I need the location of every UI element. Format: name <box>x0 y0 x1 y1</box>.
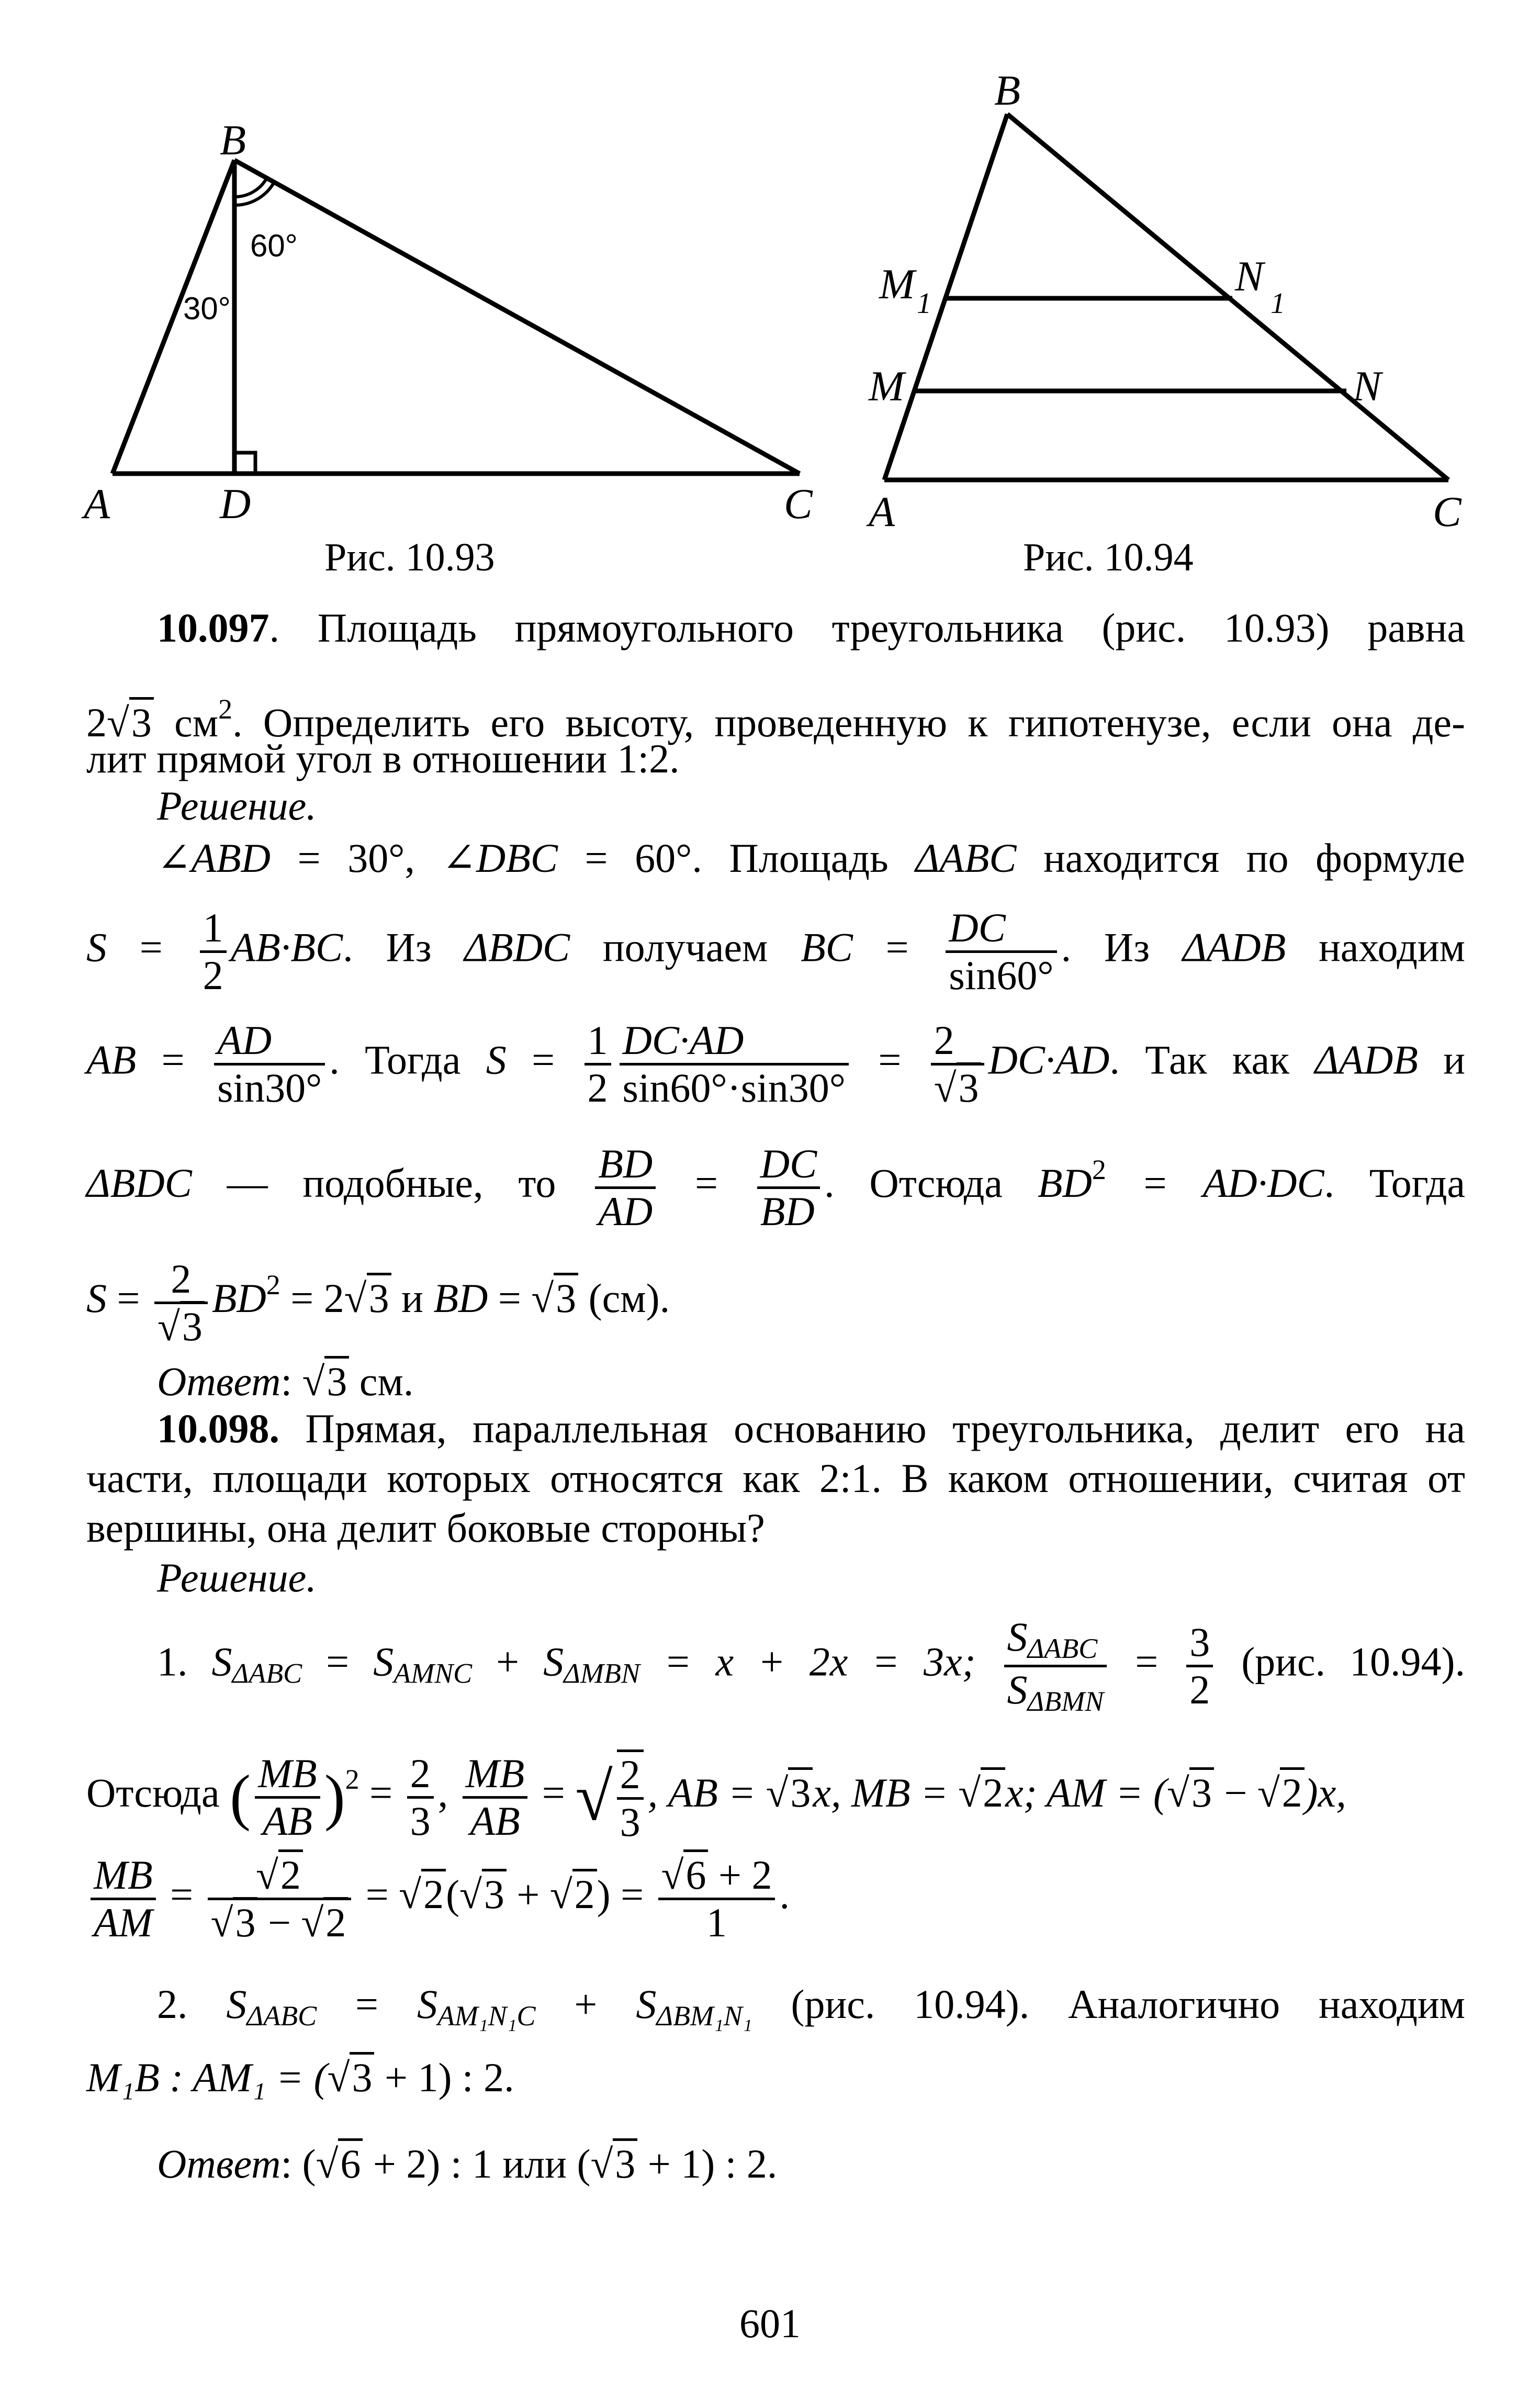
fig94-label-b: B <box>994 66 1021 114</box>
fig93-label-a: A <box>84 480 110 528</box>
p098-s2-frac2: $\frac{2}{3}$ <box>407 1751 434 1844</box>
p098-s1-f: = x + 2x = 3x; <box>639 1639 1000 1685</box>
p097-s4-frac2: $\frac{DC}{BD}$ <box>757 1141 820 1234</box>
p098-text-1: Прямая, параллельная основанию треугольника, делит его на <box>279 1406 1465 1451</box>
p098-answer-c: + 1) : 2. <box>637 2141 778 2186</box>
p098-s2-e: , AB = <box>647 1770 766 1815</box>
p098-s4-c-sub: AM₁N₁C <box>437 2000 536 2032</box>
p098-s5-a: M₁B : AM₁ = ( <box>86 2055 328 2100</box>
p097-s3-frac1: $\frac{AD}{\sin 30^\circ}$ <box>214 1018 325 1111</box>
p097-s3-h: DC·AD <box>988 1037 1110 1083</box>
p098-s2-i: )x, <box>1304 1770 1346 1815</box>
p098-s2-sup: 2 <box>345 1764 359 1795</box>
p098-s1-d: + <box>472 1639 544 1685</box>
figures-svg <box>0 0 1540 591</box>
p097-solution-line-1 <box>157 832 1465 884</box>
p097-s1-f: находится по формуле <box>1016 835 1466 881</box>
p098-solution-line-2: Отсюда ( $\frac{MB}{AB}$ )$^2$ = $\frac{2}{3}$ , $\frac{MB}{AB}$ = √ $\frac{2}{3}$ , AB = √3x, MB = √2x; AM = (√3 − √2)x, <box>86 1750 1346 1845</box>
p097-s1-c: ∠DBC <box>442 835 558 881</box>
p097-s4-frac1: $\frac{BD}{AD}$ <box>595 1141 656 1234</box>
p098-s2-sqrt4: √2 <box>1257 1751 1305 1835</box>
p097-s4-f: = AD·DC <box>1106 1160 1324 1206</box>
p098-s2-sqrt1: √3 <box>766 1751 813 1835</box>
p097-s2-j: ΔADB <box>1182 924 1286 970</box>
p098-s3-sqrt2: √3 <box>459 1855 507 1934</box>
p097-coef: 2 <box>86 700 107 745</box>
p097-s3-frac3: $\frac{DC\cdot AD}{\sin 60^\circ\cdot\sin 30^\circ}$ <box>620 1018 849 1111</box>
fig94-label-m: M <box>869 362 905 410</box>
p097-s5-frac: $\frac{2}{√3}$ <box>154 1257 208 1349</box>
p098-s2-sqrt2: √2 <box>958 1751 1005 1835</box>
p098-s3-f: . <box>779 1871 790 1917</box>
fig94-label-m1-sub: 1 <box>917 287 931 320</box>
p097-s3-g: = <box>852 1037 927 1083</box>
p097-s1-b: = 30°, <box>270 835 442 881</box>
p098-solution-line-1 <box>157 1614 1465 1718</box>
p098-s1-c: S <box>373 1639 394 1685</box>
p098-s1-frac2: $\frac{3}{2}$ <box>1186 1620 1213 1712</box>
p097-s1-d: = 60°. Площадь <box>557 835 916 881</box>
p097-sqrt: √3 <box>107 697 154 749</box>
p097-s3-j: ΔADB <box>1314 1037 1418 1083</box>
fig93-label-c: C <box>784 480 813 528</box>
p098-s4-d: + <box>535 1981 636 2027</box>
p097-s2-k: находим <box>1286 924 1465 970</box>
p097-s2-i: . Из <box>1061 924 1183 970</box>
p098-solution-label-text: Решение. <box>157 1555 317 1600</box>
p098-s2-a: Отсюда <box>86 1770 230 1815</box>
p098-s1-n: 1. <box>157 1639 212 1685</box>
p098-s2-frac1: $\frac{MB}{AB}$ <box>255 1751 320 1844</box>
p098-number: 10.098. <box>157 1406 279 1451</box>
p097-s4-e: BD <box>1037 1160 1092 1206</box>
p098-s2-f: x, MB = <box>813 1770 959 1815</box>
p097-s3-k: и <box>1418 1037 1465 1083</box>
p097-s2-d: . Из <box>343 924 465 970</box>
p097-s5-c: BD <box>211 1275 266 1321</box>
p097-s3-frac2: $\frac{1}{2}$ <box>584 1018 611 1111</box>
p098-s1-e: S <box>543 1639 564 1685</box>
p097-s2-frac2: $\frac{DC}{\sin 60^\circ}$ <box>946 905 1056 998</box>
p098-answer-sqrt1: √6 <box>316 2138 363 2190</box>
p097-unit-sup: 2 <box>218 693 233 725</box>
p098-s1-b: = <box>302 1639 374 1685</box>
fig94-label-n1-sub: 1 <box>1271 287 1285 320</box>
fig93-angle-arc-outer <box>234 182 274 205</box>
p097-s2-g: BC <box>801 924 853 970</box>
p097-s4-d: . Отсюда <box>824 1160 1038 1206</box>
page-number: 601 <box>739 2301 801 2346</box>
p098-s4-e-sub: ΔBM₁N₁ <box>656 2000 752 2032</box>
p097-s4-e-sup: 2 <box>1092 1154 1106 1185</box>
p097-s2-c: AB·BC <box>230 924 343 970</box>
p097-solution-line-4 <box>86 1133 1465 1234</box>
p098-s2-d: = <box>532 1770 576 1815</box>
p098-s3-frac2: $\frac{√2}{√3 - √2}$ <box>208 1853 352 1945</box>
p098-s2-c: , <box>437 1770 458 1815</box>
fig94-label-n1: N <box>1235 252 1264 300</box>
p097-answer-colon: : <box>280 1359 302 1404</box>
fig93-label-b: B <box>220 116 246 164</box>
p098-s4-a: S <box>226 1981 247 2027</box>
p097-unit: см <box>153 700 219 745</box>
p097-s5-d: = 2 <box>280 1275 344 1321</box>
p098-s4-a-sub: ΔABC <box>246 2000 317 2032</box>
p097-s4-b: — подобные, то <box>192 1160 591 1206</box>
p098-line-1 <box>157 1403 1465 1455</box>
p097-solution-line-2 <box>86 905 1465 998</box>
p098-s3-sqrt3: √2 <box>550 1855 597 1934</box>
p097-s3-b: = <box>136 1037 210 1083</box>
p098-s1-a: S <box>211 1639 232 1685</box>
p098-solution-label <box>157 1552 1465 1604</box>
figures-row <box>0 0 1540 591</box>
p097-s2-h: = <box>852 924 942 970</box>
p098-line-2: части, площади которых относятся как 2:1. В каком отношении, считая от <box>86 1455 1465 1501</box>
p098-s1-a-sub: ΔABC <box>232 1657 302 1689</box>
p097-s1-e: ΔABC <box>915 835 1017 881</box>
p097-s5-a: S <box>86 1275 107 1321</box>
fig94-label-m1: M <box>879 260 915 308</box>
p097-text-2: . Определить его высоту, проведенную к гипотенузе, если она де- <box>232 700 1465 745</box>
p098-s3-c: ( <box>446 1871 460 1917</box>
p097-s2-e: ΔBDC <box>464 924 570 970</box>
p097-answer-label: Ответ <box>157 1359 281 1404</box>
p097-solution-label <box>157 780 1465 832</box>
p098-s3-frac3: $\frac{√6 + 2}{1}$ <box>658 1853 775 1945</box>
p098-s2-sqrt3: √3 <box>1167 1751 1214 1835</box>
p098-answer <box>157 2138 1465 2190</box>
p097-s2-b: = <box>107 924 196 970</box>
p098-s3-sqrt1: √2 <box>399 1855 446 1934</box>
fig93-angle-30: 30° <box>183 291 231 326</box>
p098-answer-sqrt2: √3 <box>590 2138 637 2190</box>
p098-s3-e: ) = <box>597 1871 654 1917</box>
p097-s3-frac4: $\frac{2}{√3}$ <box>931 1018 984 1111</box>
p097-s2-f: получаем <box>570 924 801 970</box>
p098-s3-frac1: $\frac{MB}{AM}$ <box>91 1853 156 1945</box>
p097-solution-label-text: Решение. <box>157 783 317 828</box>
p097-answer <box>157 1355 1465 1408</box>
p097-text-1: . Площадь прямоугольного треугольника (рис. 10.93) равна <box>269 605 1465 651</box>
p097-s2-frac1: $\frac{1}{2}$ <box>200 905 227 998</box>
p097-s3-i: . Так как <box>1109 1037 1315 1083</box>
p098-s4-n: 2. <box>157 1981 227 2027</box>
p098-s2-h: − <box>1213 1770 1257 1815</box>
p098-answer-label: Ответ <box>157 2141 281 2186</box>
p097-s4-a: ΔBDC <box>86 1160 192 1206</box>
p097-s5-f: BD <box>433 1275 488 1321</box>
p098-s2-frac3: $\frac{MB}{AB}$ <box>463 1751 528 1844</box>
p098-line-3: вершины, она делит боковые стороны? <box>86 1505 765 1551</box>
p098-solution-line-3 <box>86 1853 1465 1945</box>
p097-solution-line-3 <box>86 1018 1465 1111</box>
p098-solution-line-4 <box>157 1970 1465 2050</box>
p098-s1-g: = <box>1111 1639 1183 1685</box>
p098-s1-e-sub: ΔMBN <box>564 1657 640 1689</box>
p097-s5-c-sup: 2 <box>266 1269 280 1300</box>
p097-s3-e: = <box>506 1037 580 1083</box>
p098-answer-b: + 2) : 1 или ( <box>363 2141 591 2186</box>
p098-s4-b: = <box>317 1981 417 2027</box>
p098-s3-d: + <box>506 1871 550 1917</box>
p098-s3-a: = <box>160 1871 204 1917</box>
p097-answer-unit: см. <box>349 1359 414 1404</box>
p097-solution-line-5 <box>86 1248 1465 1349</box>
p097-s2-a: S <box>86 924 107 970</box>
fig93-label-d: D <box>220 480 251 528</box>
p098-s1-c-sub: AMNC <box>394 1657 473 1689</box>
p098-s4-c: S <box>417 1981 437 2027</box>
p098-s4-f: (рис. 10.94). Аналогично находим <box>752 1981 1465 2027</box>
p098-s2-b: = <box>359 1770 403 1815</box>
p098-s5-sqrt: √3 <box>328 2051 375 2104</box>
p097-s5-b: = <box>107 1275 150 1321</box>
p097-s4-g: . Тогда <box>1324 1160 1465 1206</box>
p098-s1-frac1: $S_{\Delta ABC}$ $S_{\Delta BMN}$ <box>1004 1614 1107 1718</box>
p098-solution-line-5 <box>86 2051 1395 2104</box>
p097-s3-a: AB <box>86 1037 137 1083</box>
p097-s5-g: = <box>488 1275 532 1321</box>
p098-s2-g: x; AM = ( <box>1005 1770 1167 1815</box>
p097-s5-sqrt1: √3 <box>344 1262 391 1335</box>
fig94-label-n: N <box>1353 362 1381 410</box>
fig93-right-angle-mark <box>234 453 255 474</box>
p097-s5-sqrt2: √3 <box>531 1262 578 1335</box>
p097-line-1 <box>157 602 1465 654</box>
p098-s5-b: + 1) : 2. <box>374 2055 514 2100</box>
fig93-side-bc <box>234 160 800 474</box>
p097-s5-e: и <box>391 1275 434 1321</box>
p098-answer-a: : ( <box>280 2141 316 2186</box>
p097-line-3: лит прямой угол в отношении 1:2. <box>86 736 680 781</box>
fig93-angle-arc-inner <box>234 178 267 197</box>
p097-s4-c: = <box>660 1160 753 1206</box>
p098-s3-b: = <box>355 1871 399 1917</box>
p097-number: 10.097 <box>157 605 269 651</box>
p098-s4-e: S <box>636 1981 657 2027</box>
p097-s3-d: S <box>486 1037 507 1083</box>
p098-s1-h: (рис. 10.94). <box>1217 1639 1466 1685</box>
fig94-caption: Рис. 10.94 <box>1023 535 1194 579</box>
p097-answer-sqrt: √3 <box>302 1355 350 1408</box>
fig94-label-c: C <box>1433 488 1462 535</box>
p097-s3-c: . Тогда <box>329 1037 486 1083</box>
p097-s5-h: (см). <box>578 1275 670 1321</box>
fig93-angle-60: 60° <box>250 228 298 263</box>
figure-10-94 <box>884 114 1448 480</box>
p098-s2-rootfrac: $\frac{2}{3}$ <box>617 1749 644 1845</box>
p097-s1-a: ∠ABD <box>157 835 271 881</box>
fig94-label-a: A <box>869 488 895 535</box>
fig93-caption: Рис. 10.93 <box>324 535 495 579</box>
